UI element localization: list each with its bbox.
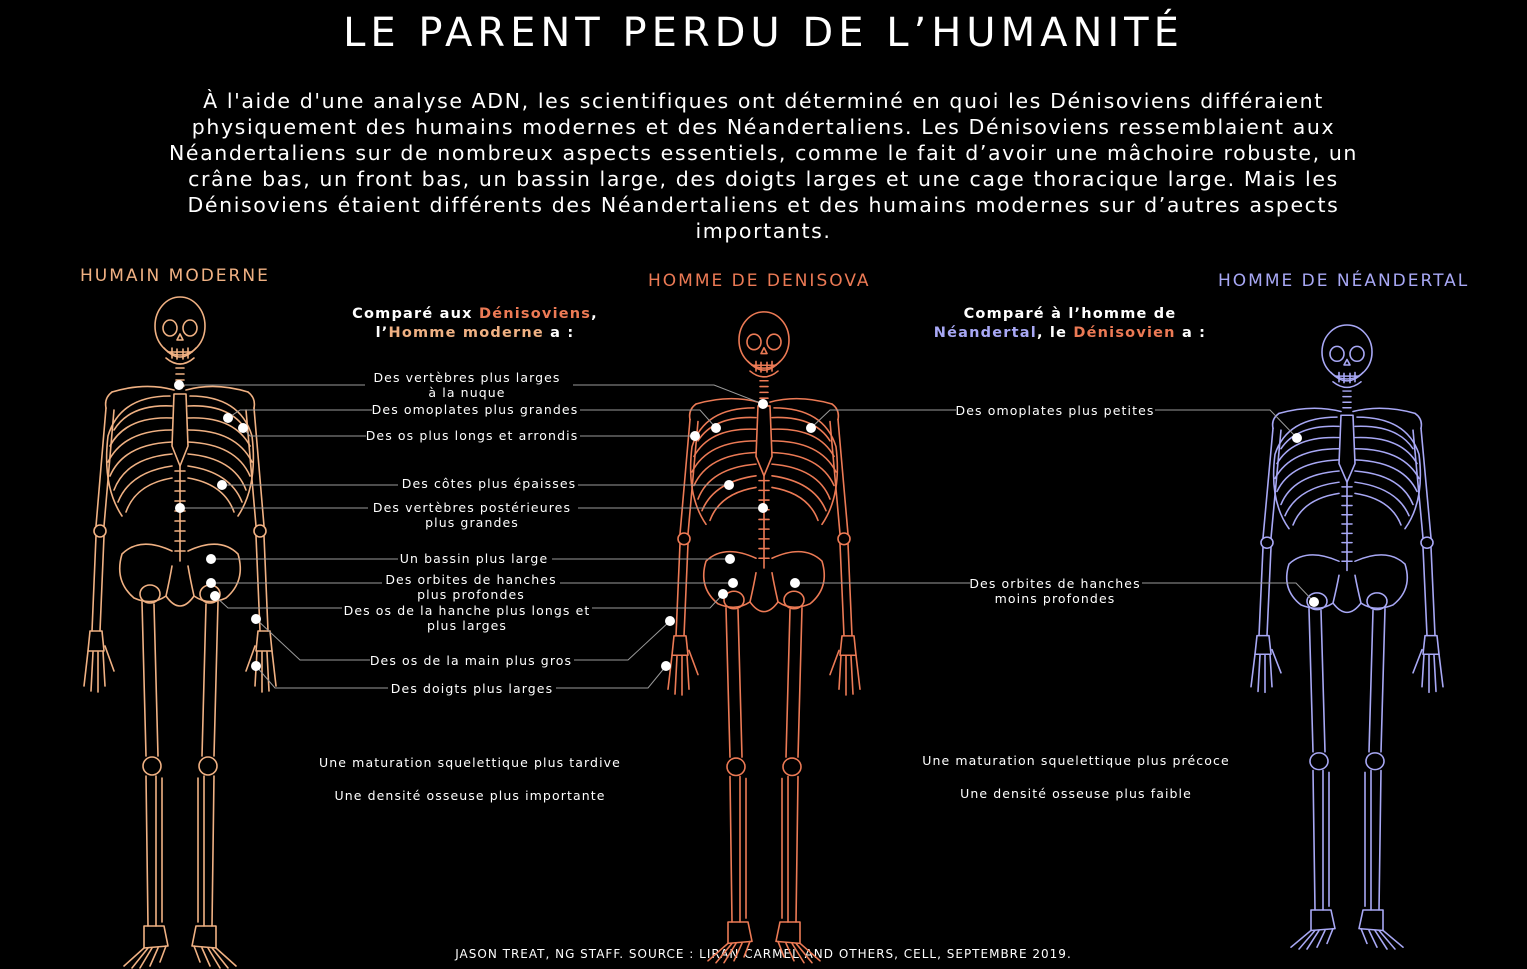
compare-left-text: Comparé aux xyxy=(352,306,479,322)
label-wider-fingers: Des doigts plus larges xyxy=(390,681,554,696)
label-neck-vertebrae: Des vertèbres plus larges à la nuque xyxy=(373,370,561,400)
label-thicker-ribs: Des côtes plus épaisses xyxy=(401,476,577,491)
trait-earlier-maturation: Une maturation squelettique plus précoce xyxy=(922,753,1230,768)
compare-left-modern: Homme moderne xyxy=(388,325,544,341)
marker-dots xyxy=(174,380,1319,671)
leader-lines xyxy=(179,385,1314,688)
compare-right-suffix: a : xyxy=(1175,325,1207,341)
trait-higher-density: Une densité osseuse plus importante xyxy=(334,788,606,803)
compare-left-comma: , xyxy=(591,306,598,322)
compare-right-line1: Comparé à l’homme de xyxy=(963,306,1177,322)
label-smaller-scapulae: Des omoplates plus petites xyxy=(955,403,1155,418)
label-posterior-vertebrae: Des vertèbres postérieures plus grandes xyxy=(372,500,572,530)
compare-left-denisovans: Dénisoviens xyxy=(478,306,592,322)
compare-left-suffix: a : xyxy=(543,325,575,341)
page-title: LE PARENT PERDU DE L’HUMANITÉ xyxy=(343,10,1184,56)
column-title-neanderthal: HOMME DE NÉANDERTAL xyxy=(1218,271,1470,291)
column-title-modern: HUMAIN MODERNE xyxy=(80,266,270,286)
label-larger-hand-bones: Des os de la main plus gros xyxy=(369,653,573,668)
label-larger-scapulae: Des omoplates plus grandes xyxy=(371,402,579,417)
label-longer-hip-bones: Des os de la hanche plus longs et plus larges xyxy=(343,603,591,633)
label-deeper-hip-sockets: Des orbites de hanches plus profondes xyxy=(385,572,557,602)
compare-right-mid: , le xyxy=(1036,325,1074,341)
intro-paragraph: À l'aide d'une analyse ADN, les scientifiques ont déterminé en quoi les Dénisoviens différaient physiquement des humains modernes et des Néandertaliens. Les Dénisoviens ressemblaient aux Néandertaliens sur de nombreux aspects essentiels, comme le fait d’avoir une mâchoire robuste, un crâne bas, un front bas, un bassin large, des doigts larges et une cage thoracique large. Mais les Dénisoviens étaient différents des Néandertaliens et des humains modernes sur d’autres aspects importants. xyxy=(168,89,1359,243)
label-wider-pelvis: Un bassin plus large xyxy=(399,551,549,566)
compare-right-denisovan: Dénisovien xyxy=(1073,325,1176,341)
compare-right-neanderthal: Néandertal xyxy=(933,325,1037,341)
skeleton-neanderthal xyxy=(1251,325,1443,949)
compare-left-prefix: l’ xyxy=(375,325,389,341)
label-longer-rounder-bones: Des os plus longs et arrondis xyxy=(365,428,579,443)
column-title-denisova: HOMME DE DENISOVA xyxy=(648,271,871,291)
credit-line: JASON TREAT, NG STAFF. SOURCE : LIRAN CARMEL AND OTHERS, CELL, SEPTEMBRE 2019. xyxy=(455,947,1072,961)
trait-later-maturation: Une maturation squelettique plus tardive xyxy=(319,755,621,770)
label-shallower-hip-sockets: Des orbites de hanches moins profondes xyxy=(969,576,1141,606)
trait-lower-density: Une densité osseuse plus faible xyxy=(960,786,1192,801)
skeleton-modern-human xyxy=(84,297,276,968)
